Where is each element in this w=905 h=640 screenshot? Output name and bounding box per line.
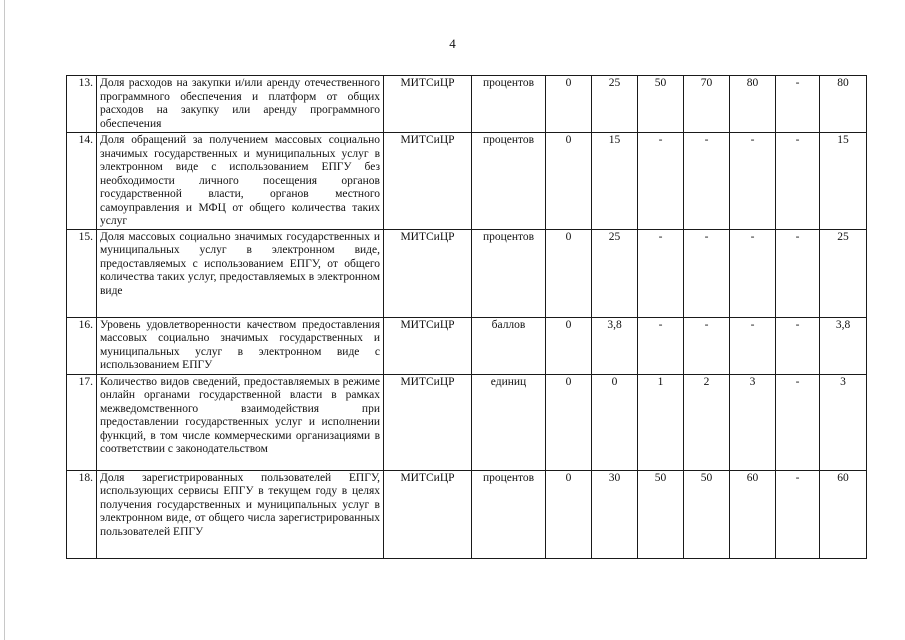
indicators-table: [66, 75, 867, 559]
table-row: [67, 133, 867, 230]
indicator-name: Доля обращений за получением массовых социально значимых государственных и муниципальных услуг в электронном виде с использованием ЕПГУ без необходимости личного посещения органов государственной власти, органов местного самоуправления и МФЦ от общего количества таких услуг: [97, 133, 384, 230]
value-cell: 25: [592, 76, 638, 133]
value-cell: -: [776, 470, 820, 558]
value-cell: -: [776, 133, 820, 230]
unit-of-measure: баллов: [472, 317, 546, 374]
value-cell: -: [684, 229, 730, 317]
value-cell: 50: [638, 76, 684, 133]
value-cell: 15: [592, 133, 638, 230]
value-cell: 1: [638, 374, 684, 470]
responsible-org: МИТСиЦР: [384, 374, 472, 470]
value-cell: 60: [820, 470, 867, 558]
value-cell: -: [684, 317, 730, 374]
row-number: 15.: [67, 229, 97, 317]
value-cell: -: [776, 374, 820, 470]
responsible-org: МИТСиЦР: [384, 133, 472, 230]
responsible-org: МИТСиЦР: [384, 317, 472, 374]
table-row: [67, 470, 867, 558]
value-cell: 80: [820, 76, 867, 133]
value-cell: -: [730, 229, 776, 317]
value-cell: 0: [546, 76, 592, 133]
value-cell: -: [730, 133, 776, 230]
value-cell: 25: [592, 229, 638, 317]
responsible-org: МИТСиЦР: [384, 470, 472, 558]
row-number: 18.: [67, 470, 97, 558]
table-body: [67, 76, 867, 559]
value-cell: 3,8: [592, 317, 638, 374]
responsible-org: МИТСиЦР: [384, 229, 472, 317]
table-row: [67, 76, 867, 133]
responsible-org: МИТСиЦР: [384, 76, 472, 133]
value-cell: 60: [730, 470, 776, 558]
value-cell: 3,8: [820, 317, 867, 374]
value-cell: -: [776, 229, 820, 317]
value-cell: 0: [546, 229, 592, 317]
value-cell: -: [730, 317, 776, 374]
value-cell: 0: [546, 470, 592, 558]
unit-of-measure: процентов: [472, 76, 546, 133]
value-cell: -: [638, 229, 684, 317]
indicator-name: Уровень удовлетворенности качеством предоставления массовых социально значимых государственных и муниципальных услуг в электронном виде с использованием ЕПГУ: [97, 317, 384, 374]
value-cell: 0: [546, 374, 592, 470]
value-cell: -: [776, 76, 820, 133]
indicator-name: Доля зарегистрированных пользователей ЕПГУ, использующих сервисы ЕПГУ в текущем году в целях получения государственных и муниципальных услуг в электронном виде, от общего числа зарегистрированных пользователей ЕПГУ: [97, 470, 384, 558]
value-cell: 80: [730, 76, 776, 133]
value-cell: 50: [684, 470, 730, 558]
row-number: 17.: [67, 374, 97, 470]
value-cell: 25: [820, 229, 867, 317]
indicator-name: Доля массовых социально значимых государственных и муниципальных услуг в электронном виде, предоставляемых с использованием ЕПГУ, от общего количества таких услуг, предоставляемых в электронном виде: [97, 229, 384, 317]
value-cell: -: [684, 133, 730, 230]
page-number: 4: [449, 36, 456, 51]
row-number: 16.: [67, 317, 97, 374]
value-cell: 0: [592, 374, 638, 470]
page-edge-line: [4, 0, 5, 640]
unit-of-measure: процентов: [472, 229, 546, 317]
unit-of-measure: процентов: [472, 133, 546, 230]
value-cell: 0: [546, 317, 592, 374]
row-number: 14.: [67, 133, 97, 230]
indicator-name: Количество видов сведений, предоставляемых в режиме онлайн органами государственной власти в рамках межведомственного взаимодействия при предоставлении государственных услуг и исполнении функций, в том числе коммерческими организациями в соответствии с законодательством: [97, 374, 384, 470]
value-cell: 30: [592, 470, 638, 558]
table-row: [67, 374, 867, 470]
table-row: [67, 229, 867, 317]
value-cell: 0: [546, 133, 592, 230]
value-cell: 3: [820, 374, 867, 470]
unit-of-measure: процентов: [472, 470, 546, 558]
value-cell: 70: [684, 76, 730, 133]
value-cell: -: [638, 317, 684, 374]
value-cell: -: [638, 133, 684, 230]
value-cell: -: [776, 317, 820, 374]
row-number: 13.: [67, 76, 97, 133]
indicator-name: Доля расходов на закупки и/или аренду отечественного программного обеспечения и платформ от общих расходов на закупку или аренду программного обеспечения: [97, 76, 384, 133]
unit-of-measure: единиц: [472, 374, 546, 470]
table-row: [67, 317, 867, 374]
value-cell: 2: [684, 374, 730, 470]
value-cell: 15: [820, 133, 867, 230]
value-cell: 3: [730, 374, 776, 470]
value-cell: 50: [638, 470, 684, 558]
